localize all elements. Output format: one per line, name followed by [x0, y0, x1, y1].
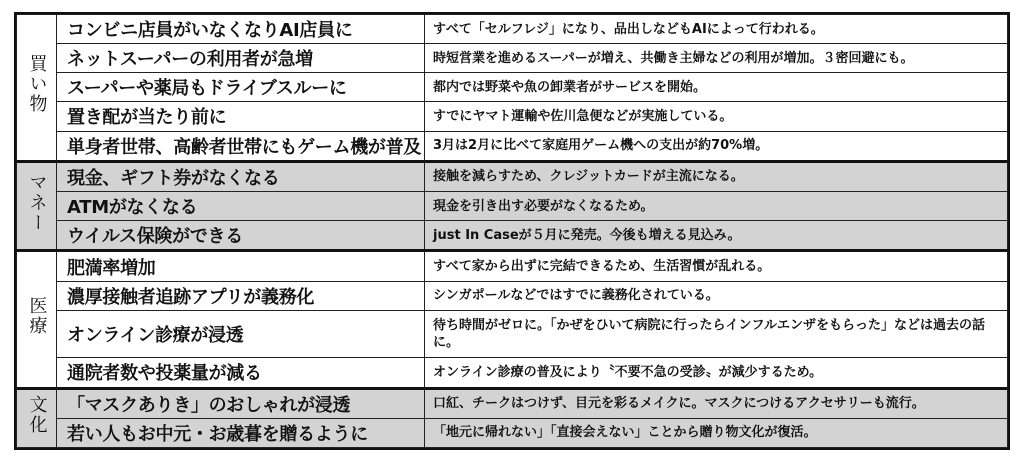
row-detail: オンライン診療の普及により〝不要不急の受診〟が減少するため。	[425, 358, 1008, 388]
row-detail: すべて「セルフレジ」になり、品出しなどもAIによって行われる。	[425, 15, 1008, 44]
table-row	[17, 251, 1008, 281]
row-detail: 口紅、チークはつけず、目元を彩るメイクに。マスクにつけるアクセサリーも流行。	[425, 388, 1008, 418]
row-heading: 通院者数や投薬量が減る	[57, 358, 425, 388]
row-detail: 待ち時間がゼロに。「かぜをひいて病院に行ったらインフルエンザをもらった」などは過去の話に。	[425, 310, 1008, 358]
table-row	[17, 161, 1008, 191]
row-detail: 時短営業を進めるスーパーが増え、共働き主婦などの利用が増加。３密回避にも。	[425, 44, 1008, 73]
row-heading: 置き配が当たり前に	[57, 102, 425, 131]
row-heading: ATMがなくなる	[57, 192, 425, 221]
table-row	[17, 192, 1008, 221]
prediction-table	[16, 14, 1008, 448]
row-heading: スーパーや薬局もドライブスルーに	[57, 73, 425, 102]
row-detail: すでにヤマト運輸や佐川急便などが実施している。	[425, 102, 1008, 131]
row-heading: ウイルス保険ができる	[57, 221, 425, 251]
row-heading: 濃厚接触者追跡アプリが義務化	[57, 281, 425, 310]
category-medical: 医療	[17, 251, 57, 388]
table-row	[17, 358, 1008, 388]
row-heading: 若い人もお中元・お歳暮を贈るように	[57, 418, 425, 447]
row-detail: 現金を引き出す必要がなくなるため。	[425, 192, 1008, 221]
prediction-table-frame	[14, 12, 1010, 450]
row-detail: 「地元に帰れない」「直接会えない」ことから贈り物文化が復活。	[425, 418, 1008, 447]
row-heading: コンビニ店員がいなくなりAI店員に	[57, 15, 425, 44]
table-row	[17, 281, 1008, 310]
row-detail: 都内では野菜や魚の卸業者がサービスを開始。	[425, 73, 1008, 102]
category-money: マネー	[17, 161, 57, 251]
table-row	[17, 131, 1008, 161]
table-row	[17, 418, 1008, 447]
table-row	[17, 44, 1008, 73]
category-shopping: 買い物	[17, 15, 57, 162]
row-heading: 単身者世帯、高齢者世帯にもゲーム機が普及	[57, 131, 425, 161]
row-detail: just In Caseが５月に発売。今後も増える見込み。	[425, 221, 1008, 251]
category-culture: 文化	[17, 388, 57, 447]
row-heading: 肥満率増加	[57, 251, 425, 281]
row-detail: 接触を減らすため、クレジットカードが主流になる。	[425, 161, 1008, 191]
table-row	[17, 310, 1008, 358]
table-row	[17, 221, 1008, 251]
table-row	[17, 73, 1008, 102]
row-detail: すべて家から出ずに完結できるため、生活習慣が乱れる。	[425, 251, 1008, 281]
table-row	[17, 15, 1008, 44]
row-detail: 3月は2月に比べて家庭用ゲーム機への支出が約70%増。	[425, 131, 1008, 161]
row-heading: 「マスクありき」のおしゃれが浸透	[57, 388, 425, 418]
row-heading: 現金、ギフト券がなくなる	[57, 161, 425, 191]
table-row	[17, 102, 1008, 131]
row-heading: オンライン診療が浸透	[57, 310, 425, 358]
row-heading: ネットスーパーの利用者が急増	[57, 44, 425, 73]
row-detail: シンガポールなどではすでに義務化されている。	[425, 281, 1008, 310]
table-row	[17, 388, 1008, 418]
